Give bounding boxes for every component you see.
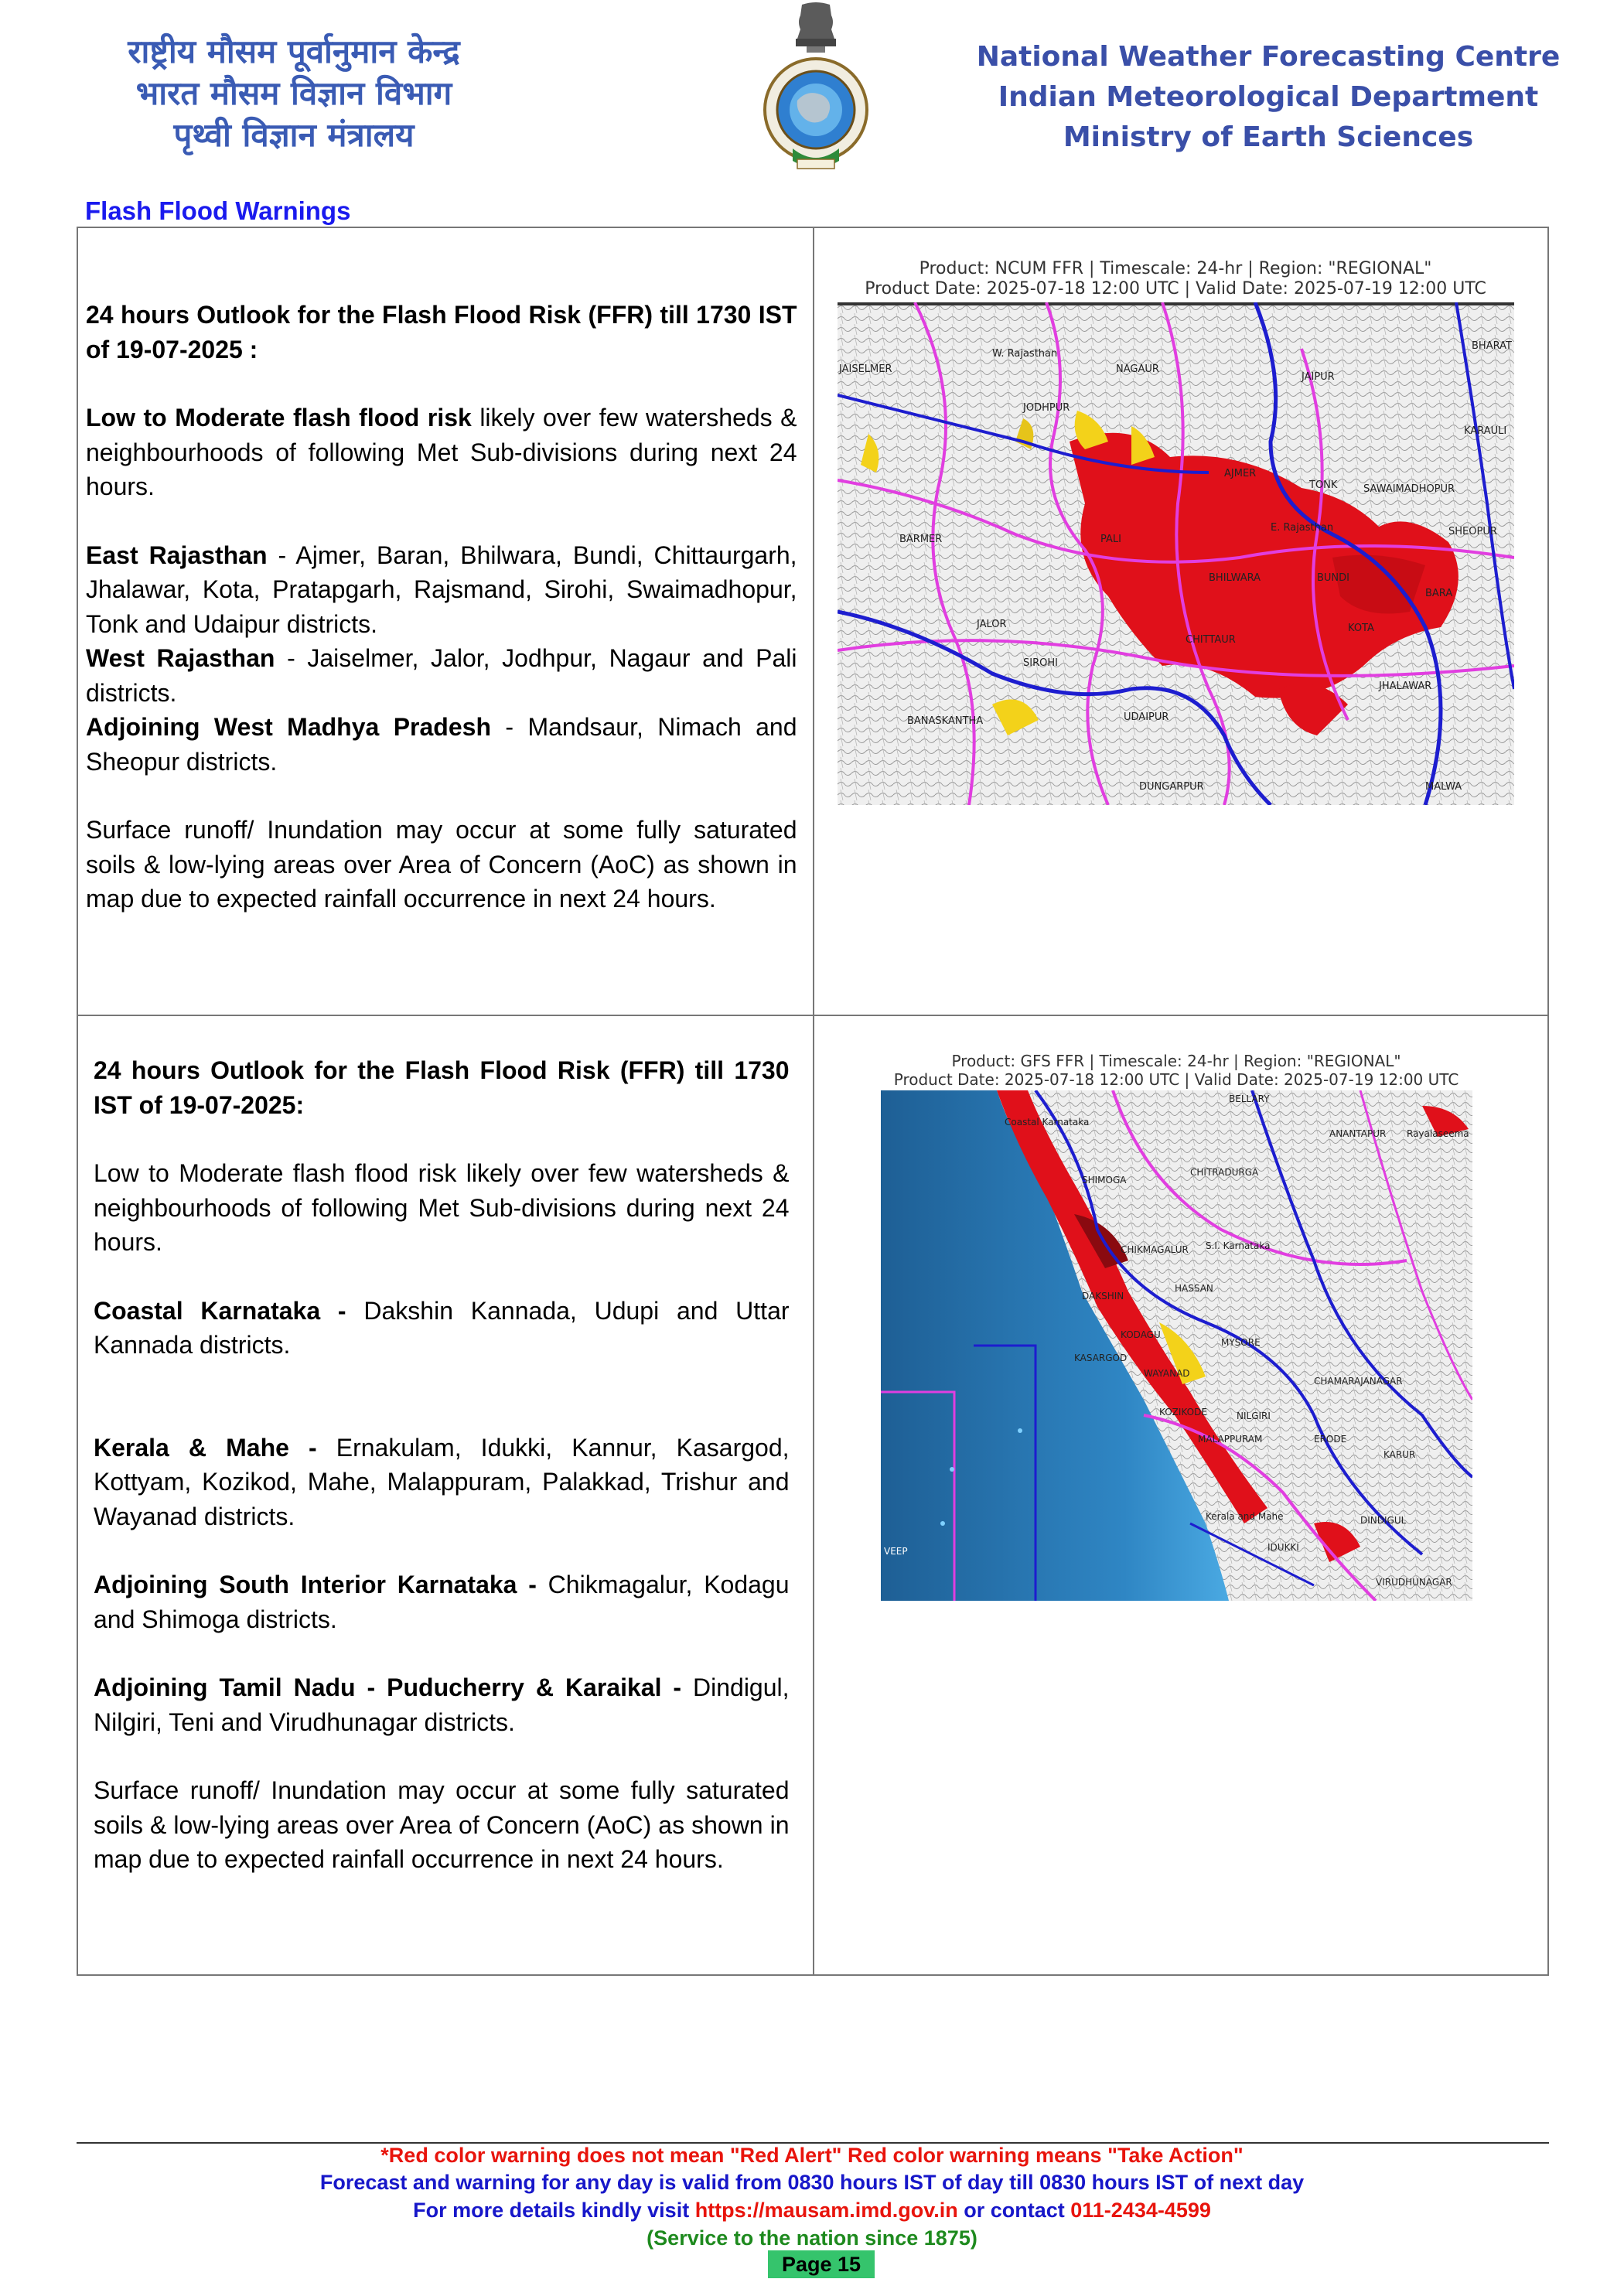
map-label: ANANTAPUR <box>1329 1128 1386 1139</box>
region-paragraph <box>94 1568 790 1636</box>
warning-text-block <box>78 1016 813 1877</box>
region-paragraph <box>86 710 797 779</box>
section-title: Flash Flood Warnings <box>85 196 351 225</box>
map-header <box>881 1052 1472 1089</box>
risk-bold: Low to Moderate flash flood risk <box>86 404 472 432</box>
warning-text-cell <box>77 1015 814 1975</box>
map-label: W. Rajasthan <box>991 348 1057 360</box>
risk-paragraph: Low to Moderate flash flood risk likely over few watersheds & neighbourhoods of following Met Sub-divisions during next 24 hours. <box>94 1159 790 1256</box>
footer-red-warning-note: *Red color warning does not mean "Red Alert" Red color warning means "Take Action" <box>380 2144 1244 2167</box>
english-header <box>967 37 1570 158</box>
map-label: NAGAUR <box>1115 363 1159 375</box>
gfs-map-graphic <box>881 1090 1472 1601</box>
map-cell <box>814 227 1548 1015</box>
map-label: HASSAN <box>1174 1283 1213 1294</box>
map-label: S.I. Karnataka <box>1205 1240 1270 1251</box>
outlook-heading: 24 hours Outlook for the Flash Flood Risk (FFR) till 1730 IST of 19-07-2025: <box>94 1056 790 1119</box>
map-label: BHARAT <box>1471 340 1512 352</box>
map-label: Kerala and Mahe <box>1205 1511 1284 1522</box>
map-label: BARA <box>1424 588 1452 599</box>
warnings-table <box>77 227 1549 1976</box>
map-label: VIRUDHUNAGAR <box>1375 1577 1452 1588</box>
region-districts: Dakshin Kannada, Udupi and Uttar Kannada districts. <box>94 1296 790 1359</box>
region-districts: Dindigul, Nilgiri, Teni and Virudhunagar districts. <box>94 1673 790 1736</box>
outlook-heading: 24 hours Outlook for the Flash Flood Risk (FFR) till 1730 IST of 19-07-2025 : <box>86 301 797 363</box>
website-link[interactable]: https://mausam.imd.gov.in <box>694 2199 958 2222</box>
map-label: MYSORE <box>1220 1337 1261 1348</box>
map-label: BANASKANTHA <box>906 715 983 727</box>
footer-validity-note: Forecast and warning for any day is valid from 0830 hours IST of day till 0830 hours IST of next day <box>319 2171 1305 2194</box>
map-label: SAWAIMADHOPUR <box>1363 483 1455 495</box>
map-label: AJMER <box>1223 468 1256 479</box>
map-label: DUNGARPUR <box>1138 781 1204 793</box>
region-name: Kerala & Mahe - <box>94 1433 336 1462</box>
map-label: VEEP <box>883 1546 908 1557</box>
map-label: BHILWARA <box>1208 572 1261 584</box>
english-header-line: Indian Meteorological Department <box>998 81 1539 113</box>
map-label: KOTA <box>1347 623 1374 634</box>
region-districts: Chikmagalur, Kodagu and Shimoga districts. <box>94 1571 790 1633</box>
map-label: JODHPUR <box>1022 402 1070 414</box>
map-label: Coastal Karnataka <box>1004 1117 1089 1128</box>
region-districts: Ernakulam, Idukki, Kannur, Kasargod, Kottyam, Kozikod, Mahe, Malappuram, Palakkad, Trishur and Wayanad districts. <box>94 1433 790 1530</box>
map-label: SHIMOGA <box>1081 1175 1127 1186</box>
map-label: UDAIPUR <box>1123 711 1169 723</box>
region-name: Adjoining South Interior Karnataka - <box>94 1571 548 1598</box>
region-sep: - <box>491 713 528 741</box>
english-header-line: Ministry of Earth Sciences <box>1063 121 1474 153</box>
map-label: CHITRADURGA <box>1189 1167 1258 1178</box>
map-label: JAISELMER <box>838 363 892 375</box>
map-label: CHIKMAGALUR <box>1120 1244 1189 1255</box>
map-label: E. Rajasthan <box>1270 522 1333 534</box>
region-sep: - <box>267 541 296 569</box>
map-label: KARAULI <box>1463 425 1506 437</box>
risk-paragraph <box>86 401 797 504</box>
hindi-header-line: राष्ट्रीय मौसम पूर्वानुमान केन्द्र <box>128 32 460 70</box>
map-header-line: Product: GFS FFR | Timescale: 24-hr | Region: "REGIONAL" <box>951 1052 1401 1070</box>
region-paragraph <box>94 1431 790 1534</box>
map-label: MALAPPURAM <box>1197 1434 1262 1445</box>
map-label: BARMER <box>899 534 942 545</box>
hindi-header-line: पृथ्वी विज्ञान मंत्रालय <box>173 116 415 154</box>
page-number-badge: Page 15 <box>768 2250 875 2278</box>
region-name: Adjoining West Madhya Pradesh <box>86 713 491 741</box>
ncum-map-graphic <box>838 302 1514 805</box>
footer-contact-mid: or contact <box>957 2199 1071 2222</box>
map-label: KASARGOD <box>1073 1353 1127 1363</box>
warning-text-block <box>78 228 813 916</box>
region-paragraph <box>94 1294 790 1363</box>
contact-phone: 011-2434-4599 <box>1070 2199 1211 2222</box>
warning-text-cell <box>77 227 814 1015</box>
map-label: TONK <box>1308 479 1337 491</box>
map-label: KODAGU <box>1120 1329 1161 1340</box>
map-header-line: Product Date: 2025-07-18 12:00 UTC | Valid Date: 2025-07-19 12:00 UTC <box>865 279 1486 299</box>
region-districts: Ajmer, Baran, Bhilwara, Bundi, Chittaurgarh, Jhalawar, Kota, Pratapgarh, Rajsmand, Sirohi, Swaimadhopur, Tonk and Udaipur districts. <box>86 541 797 638</box>
warning-row <box>77 227 1548 1015</box>
map-label: KARUR <box>1383 1449 1415 1460</box>
risk-rest: likely over few watersheds & neighbourhoods of following Met Sub-divisions during next 24 hours. <box>86 404 797 500</box>
ncum-ffr-map <box>838 259 1514 808</box>
region-name: Adjoining Tamil Nadu - Puducherry & Karaikal - <box>94 1673 693 1701</box>
map-label: BELLARY <box>1228 1093 1270 1104</box>
footer-contact-prefix: For more details kindly visit <box>413 2199 695 2222</box>
english-header-line: National Weather Forecasting Centre <box>976 41 1561 73</box>
region-name: Coastal Karnataka - <box>94 1296 364 1325</box>
warning-row <box>77 1015 1548 1975</box>
surface-runoff-paragraph: Surface runoff/ Inundation may occur at some fully saturated soils & low-lying areas over Area of Concern (AoC) as shown in map due to expected rainfall occurrence in next 24 hours. <box>94 1776 790 1873</box>
map-label: NILGIRI <box>1236 1411 1271 1421</box>
map-label: ERODE <box>1313 1434 1346 1445</box>
map-header <box>838 259 1514 299</box>
map-header-line: Product Date: 2025-07-18 12:00 UTC | Valid Date: 2025-07-19 12:00 UTC <box>893 1070 1459 1089</box>
map-label: JAIPUR <box>1301 371 1335 383</box>
map-label: MALWA <box>1424 781 1462 793</box>
map-label: BUNDI <box>1316 572 1349 584</box>
map-label: SIROHI <box>1022 657 1058 669</box>
region-paragraph <box>86 538 797 642</box>
map-label: PALI <box>1100 534 1121 545</box>
map-label: KOZIKODE <box>1158 1407 1207 1418</box>
map-label: JALOR <box>976 619 1007 630</box>
map-cell <box>814 1015 1548 1975</box>
region-sep: - <box>275 644 308 672</box>
map-label: SHEOPUR <box>1448 526 1497 537</box>
map-label: IDUKKI <box>1267 1542 1299 1553</box>
map-label: DAKSHIN <box>1081 1291 1124 1302</box>
map-label: CHITTAUR <box>1185 634 1236 646</box>
hindi-header-line: भारत मौसम विज्ञान विभाग <box>135 74 452 112</box>
footer-contact-line <box>0 2199 1624 2223</box>
hindi-header <box>85 31 503 156</box>
imd-emblem-icon <box>762 2 870 181</box>
map-label: Rayalaseema <box>1406 1128 1469 1139</box>
region-paragraph <box>86 641 797 710</box>
surface-runoff-paragraph: Surface runoff/ Inundation may occur at some fully saturated soils & low-lying areas over Area of Concern (AoC) as shown in map due to expected rainfall occurrence in next 24 hours. <box>86 816 797 913</box>
region-districts: Mandsaur, Nimach and Sheopur districts. <box>86 713 797 776</box>
region-name: East Rajasthan <box>86 541 268 569</box>
region-name: West Rajasthan <box>86 644 275 672</box>
map-label: DINDIGUL <box>1360 1515 1406 1526</box>
region-paragraph <box>94 1670 790 1739</box>
gfs-ffr-map <box>881 1052 1472 1601</box>
map-label: JHALAWAR <box>1378 681 1431 692</box>
map-label: WAYANAD <box>1143 1368 1190 1379</box>
footer-service-note: (Service to the nation since 1875) <box>647 2226 977 2250</box>
region-districts: Jaiselmer, Jalor, Jodhpur, Nagaur and Pali districts. <box>86 644 797 707</box>
map-header-line: Product: NCUM FFR | Timescale: 24-hr | Region: "REGIONAL" <box>919 259 1432 278</box>
map-label: CHAMARAJANAGAR <box>1313 1376 1403 1387</box>
